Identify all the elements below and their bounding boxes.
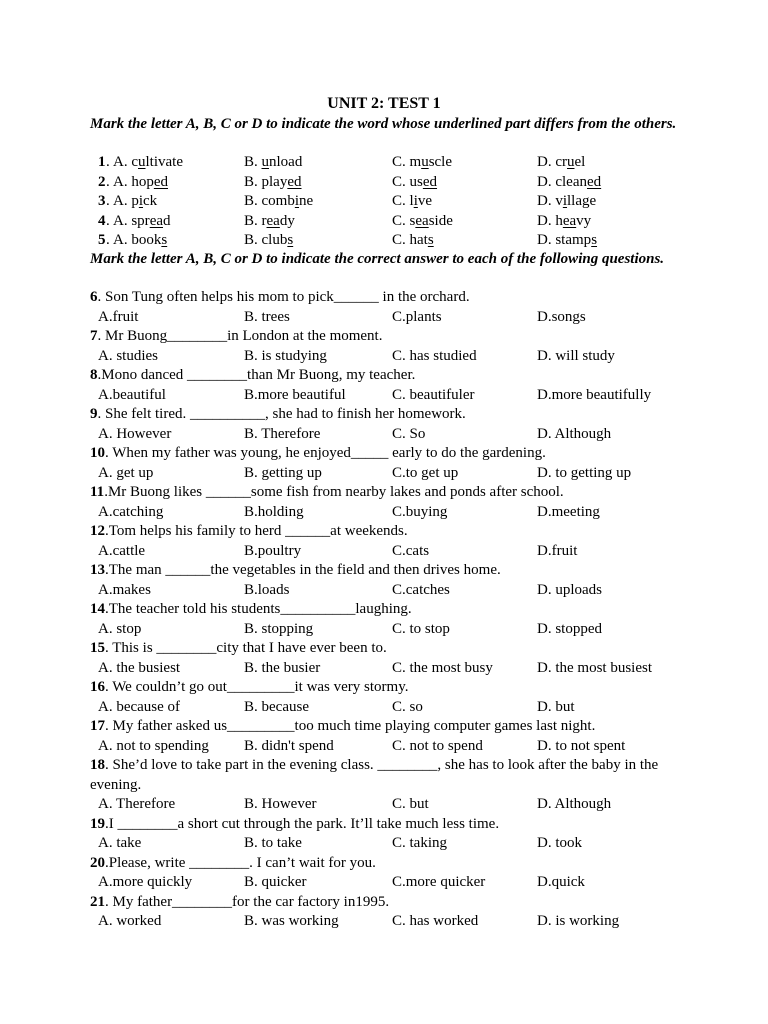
- answer-option: C.to get up: [392, 464, 459, 481]
- word-part: vy: [576, 212, 592, 229]
- underlined-part: ed: [287, 173, 302, 190]
- word-part: nload: [269, 154, 303, 170]
- answer-option: C. to stop: [392, 620, 450, 637]
- option-letter: A.: [113, 212, 132, 229]
- word-part: hop: [131, 173, 154, 190]
- options-row: [0, 737, 768, 756]
- underlined-part: u: [421, 154, 429, 170]
- answer-option: [392, 231, 434, 250]
- answer-option: D. the most busiest: [537, 659, 652, 676]
- underlined-part: ea: [562, 212, 577, 229]
- answer-option: C.cats: [392, 542, 430, 559]
- question-stem: [90, 288, 690, 308]
- answer-option: A.more quickly: [98, 874, 193, 890]
- word-part: comb: [261, 193, 295, 209]
- question-number: 17: [90, 718, 105, 734]
- word-part: scle: [428, 154, 453, 170]
- answer-option: A.beautiful: [98, 386, 166, 403]
- underlined-part: i: [413, 193, 418, 209]
- option-letter: B.: [244, 212, 262, 229]
- answer-option: C.buying: [392, 503, 448, 520]
- options-row: [0, 308, 768, 327]
- answer-option: [113, 173, 168, 192]
- answer-option: A.catching: [98, 503, 164, 520]
- question-stem: [90, 639, 690, 659]
- answer-option: B. was working: [244, 913, 339, 929]
- word-part: r: [261, 212, 267, 229]
- word-part: d: [163, 212, 171, 229]
- answer-option: [392, 192, 432, 211]
- underlined-part: s: [287, 232, 294, 248]
- answer-option: B. the busier: [244, 659, 321, 676]
- option-letter: A.: [113, 232, 132, 248]
- word-part: dy: [279, 212, 295, 229]
- answer-option: B. However: [244, 796, 317, 812]
- option-letter: B.: [244, 154, 262, 170]
- question-number: 6: [90, 289, 98, 305]
- question-number: 12: [90, 523, 105, 539]
- question-stem: [90, 522, 690, 542]
- underlined-part: ed: [586, 173, 602, 190]
- question-text: .I ________a short cut through the park. It’ll take much less time.: [105, 815, 500, 832]
- answer-option: C. has worked: [392, 913, 479, 929]
- answer-option: D.quick: [537, 874, 585, 890]
- options-row: [0, 620, 768, 639]
- underlined-part: ea: [266, 212, 280, 229]
- options-row: [0, 542, 768, 561]
- word-part: ne: [299, 193, 314, 209]
- answer-option: A. Therefore: [98, 796, 176, 812]
- question-stem: [90, 678, 690, 698]
- word-part: hat: [409, 232, 428, 248]
- question-text: . My father asked us_________too much time playing computer games last night.: [105, 718, 596, 734]
- question-number: 18: [90, 757, 105, 773]
- question-text: . She felt tired. __________, she had to finish her homework.: [97, 406, 466, 422]
- item-separator: .: [106, 193, 110, 209]
- answer-option: [244, 153, 302, 172]
- option-letter: B.: [244, 193, 262, 209]
- answer-option: D. is working: [537, 913, 620, 929]
- answer-option: B.loads: [244, 581, 290, 598]
- question-stem: [90, 483, 690, 503]
- question-number: 11: [90, 484, 105, 500]
- underlined-part: u: [261, 154, 270, 170]
- answer-option: B. is studying: [244, 347, 327, 364]
- page-title: UNIT 2: TEST 1: [327, 95, 441, 112]
- option-letter: D.: [537, 154, 556, 170]
- answer-option: C. not to spend: [392, 737, 483, 754]
- word-part: m: [409, 154, 422, 170]
- underlined-part: u: [567, 154, 575, 170]
- grammar-instruction: Mark the letter A, B, C or D to indicate the correct answer to each of the following questions.: [90, 251, 665, 267]
- answer-option: [244, 212, 295, 231]
- question-text: .Please, write ________. I can’t wait for you.: [105, 854, 376, 871]
- underlined-part: s: [161, 232, 168, 248]
- question-text: . We couldn’t go out_________it was very stormy.: [105, 679, 409, 695]
- answer-option: D.meeting: [537, 503, 600, 520]
- pronunciation-item: [0, 192, 768, 211]
- item-number: 3: [98, 193, 106, 209]
- options-row: [0, 503, 768, 522]
- underlined-part: s: [591, 232, 598, 248]
- answer-option: C. but: [392, 796, 429, 812]
- item-separator: .: [106, 154, 110, 170]
- word-part: el: [574, 154, 586, 170]
- answer-option: [244, 192, 313, 211]
- question-stem: [90, 815, 690, 835]
- options-row: [0, 464, 768, 483]
- pronunciation-instruction: Mark the letter A, B, C or D to indicate the word whose underlined part differs from the others.: [90, 116, 677, 132]
- question-number: 19: [90, 815, 105, 832]
- option-letter: C.: [392, 193, 410, 209]
- question-text: .The man ______the vegetables in the field and then drives home.: [105, 562, 501, 578]
- answer-option: D. uploads: [537, 581, 602, 598]
- question-number: 16: [90, 679, 105, 695]
- item-number: 2: [98, 173, 106, 190]
- answer-option: A. not to spending: [98, 737, 209, 754]
- options-row: [0, 834, 768, 853]
- answer-option: A. take: [98, 835, 142, 851]
- question-stem: [90, 405, 690, 425]
- question-text: . My father________for the car factory in1995.: [105, 893, 390, 910]
- answer-option: [537, 192, 596, 211]
- word-part: side: [428, 212, 453, 229]
- underlined-part: ed: [422, 173, 438, 190]
- question-text: .Tom helps his family to herd ______at weekends.: [105, 523, 408, 539]
- answer-option: [537, 231, 597, 250]
- underlined-part: s: [427, 232, 434, 248]
- answer-option: D.more beautifully: [537, 386, 652, 403]
- answer-option: D.fruit: [537, 542, 578, 559]
- underlined-part: ea: [415, 212, 429, 229]
- word-part: c: [131, 154, 139, 170]
- answer-option: C. so: [392, 698, 423, 715]
- option-letter: B.: [244, 173, 262, 190]
- option-letter: D.: [537, 212, 556, 229]
- answer-option: D. to not spent: [537, 737, 626, 754]
- question-number: 13: [90, 562, 105, 578]
- answer-option: [537, 153, 585, 172]
- answer-option: [392, 212, 453, 231]
- answer-option: A. because of: [98, 698, 181, 715]
- answer-option: B. quicker: [244, 874, 307, 890]
- item-number: 1: [98, 154, 106, 170]
- options-row: [0, 386, 768, 405]
- underlined-part: u: [138, 154, 146, 170]
- answer-option: [392, 153, 452, 172]
- word-part: v: [555, 193, 563, 209]
- word-part: h: [555, 212, 563, 229]
- question-text: . This is ________city that I have ever been to.: [105, 640, 387, 656]
- word-part: llage: [567, 193, 597, 209]
- question-stem: [90, 854, 690, 874]
- answer-option: D. took: [537, 835, 582, 851]
- question-stem: [90, 444, 690, 464]
- answer-option: C.more quicker: [392, 874, 486, 890]
- question-number: 20: [90, 854, 105, 871]
- answer-option: D. to getting up: [537, 464, 632, 481]
- options-row: [0, 659, 768, 678]
- item-separator: .: [106, 173, 110, 190]
- underlined-part: i: [138, 193, 144, 209]
- word-part: book: [131, 232, 162, 248]
- answer-option: A. the busiest: [98, 659, 181, 676]
- option-letter: C.: [392, 154, 410, 170]
- question-text: .The teacher told his students__________laughing.: [105, 601, 412, 617]
- answer-option: [113, 153, 183, 172]
- word-part: spr: [131, 212, 150, 229]
- answer-option: A. worked: [98, 913, 162, 929]
- word-part: l: [409, 193, 414, 209]
- answer-option: D. will study: [537, 347, 615, 364]
- question-text: . Son Tung often helps his mom to pick______ in the orchard.: [97, 289, 470, 305]
- word-part: play: [261, 173, 288, 190]
- pronunciation-item: [0, 212, 768, 231]
- answer-option: B. to take: [244, 835, 302, 851]
- answer-option: B. because: [244, 698, 309, 715]
- word-part: ve: [417, 193, 433, 209]
- answer-option: B. stopping: [244, 620, 314, 637]
- item-number: 4: [98, 212, 106, 229]
- option-letter: A.: [113, 154, 132, 170]
- answer-option: C. has studied: [392, 347, 477, 364]
- question-text: .Mono danced ________than Mr Buong, my teacher.: [97, 367, 416, 383]
- answer-option: B.more beautiful: [244, 386, 346, 403]
- answer-option: B. trees: [244, 308, 290, 325]
- underlined-part: ea: [149, 212, 164, 229]
- options-row: [0, 581, 768, 600]
- answer-option: C. taking: [392, 835, 447, 851]
- option-letter: C.: [392, 212, 410, 229]
- options-row: [0, 698, 768, 717]
- answer-option: C.catches: [392, 581, 450, 598]
- option-letter: C.: [392, 173, 410, 190]
- options-row: [0, 912, 768, 931]
- question-stem: [90, 756, 690, 795]
- answer-option: B.holding: [244, 503, 304, 520]
- answer-option: A.makes: [98, 581, 151, 598]
- question-stem: [90, 717, 690, 737]
- answer-option: [113, 192, 157, 211]
- option-letter: D.: [537, 232, 556, 248]
- answer-option: A.fruit: [98, 308, 139, 325]
- answer-option: C. beautifuler: [392, 386, 475, 403]
- question-number: 15: [90, 640, 105, 656]
- question-number: 10: [90, 445, 105, 461]
- answer-option: [537, 173, 601, 192]
- answer-option: [537, 212, 591, 231]
- answer-option: [244, 173, 302, 192]
- word-part: cr: [555, 154, 567, 170]
- option-letter: A.: [113, 193, 132, 209]
- pronunciation-item: [0, 153, 768, 172]
- answer-option: D. Although: [537, 796, 612, 812]
- question-number: 9: [90, 406, 98, 422]
- question-stem: [90, 561, 690, 581]
- item-number: 5: [98, 232, 106, 248]
- option-letter: A.: [113, 173, 132, 190]
- question-text: . She’d love to take part in the evening class. ________, she has to look after the baby in the evening.: [90, 757, 659, 793]
- question-stem: [90, 327, 690, 347]
- answer-option: B. didn't spend: [244, 737, 334, 754]
- question-number: 7: [90, 328, 98, 344]
- word-part: s: [409, 212, 416, 229]
- question-number: 14: [90, 601, 105, 617]
- word-part: p: [131, 193, 139, 209]
- answer-option: D. Although: [537, 425, 612, 442]
- option-letter: D.: [537, 193, 556, 209]
- word-part: ltivate: [145, 154, 184, 170]
- underlined-part: ed: [153, 173, 169, 190]
- question-stem: [90, 366, 690, 386]
- word-part: clean: [555, 173, 587, 190]
- underlined-part: i: [294, 193, 300, 209]
- answer-option: C.plants: [392, 308, 442, 325]
- item-separator: .: [106, 232, 110, 248]
- option-letter: D.: [537, 173, 556, 190]
- item-separator: .: [106, 212, 110, 229]
- word-part: us: [409, 173, 423, 190]
- options-row: [0, 873, 768, 892]
- word-part: stamp: [555, 232, 592, 248]
- options-row: [0, 795, 768, 814]
- answer-option: B. getting up: [244, 464, 322, 481]
- option-letter: C.: [392, 232, 410, 248]
- answer-option: [244, 231, 293, 250]
- options-row: [0, 425, 768, 444]
- answer-option: B. Therefore: [244, 425, 321, 442]
- question-stem: [90, 893, 690, 913]
- answer-option: B.poultry: [244, 542, 302, 559]
- options-row: [0, 347, 768, 366]
- answer-option: A.cattle: [98, 542, 146, 559]
- answer-option: C. So: [392, 425, 426, 442]
- answer-option: A. get up: [98, 464, 154, 481]
- answer-option: D. stopped: [537, 620, 602, 637]
- answer-option: A. studies: [98, 347, 158, 364]
- question-number: 8: [90, 367, 98, 383]
- word-part: club: [261, 232, 288, 248]
- pronunciation-item: [0, 173, 768, 192]
- answer-option: A. However: [98, 425, 172, 442]
- answer-option: D.songs: [537, 308, 586, 325]
- answer-option: A. stop: [98, 620, 142, 637]
- answer-option: C. the most busy: [392, 659, 493, 676]
- question-text: .Mr Buong likes ______some fish from nearby lakes and ponds after school.: [104, 484, 564, 500]
- answer-option: D. but: [537, 698, 575, 715]
- pronunciation-item: [0, 231, 768, 250]
- question-text: . Mr Buong________in London at the moment.: [97, 328, 383, 344]
- question-text: . When my father was young, he enjoyed_____ early to do the gardening.: [105, 445, 546, 461]
- question-number: 21: [90, 893, 105, 910]
- underlined-part: i: [562, 193, 568, 209]
- answer-option: [113, 212, 171, 231]
- question-stem: [90, 600, 690, 620]
- answer-option: [392, 173, 437, 192]
- option-letter: B.: [244, 232, 262, 248]
- answer-option: [113, 231, 167, 250]
- word-part: ck: [143, 193, 158, 209]
